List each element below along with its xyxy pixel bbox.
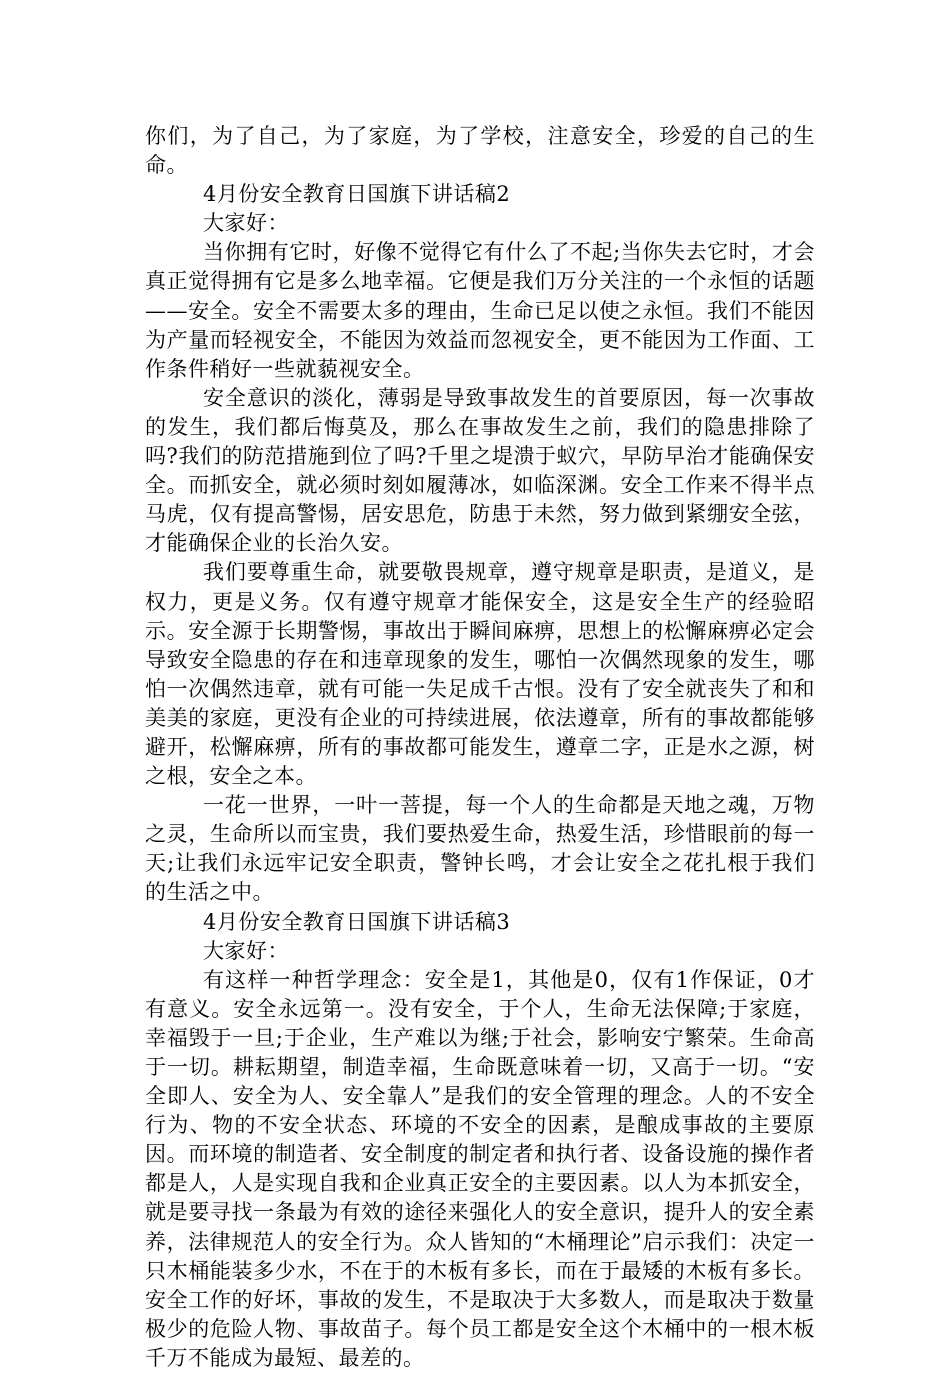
greeting: 大家好： [203, 211, 289, 236]
paragraph-continuation: 你们，为了自己，为了家庭，为了学校，注意安全，珍爱的自己的生命。 [145, 124, 815, 178]
paragraph: 一花一世界，一叶一菩提，每一个人的生命都是天地之魂，万物之灵，生命所以而宝贵，我们要热爱生命，热爱生活，珍惜眼前的每一天;让我们永远牢记安全职责，警钟长鸣，才会让安全之花扎根于我们的生活之中。 [145, 793, 815, 905]
document-page [145, 122, 815, 1373]
paragraph: 安全意识的淡化，薄弱是导致事故发生的首要原因，每一次事故的发生，我们都后悔莫及，那么在事故发生之前，我们的隐患排除了吗?我们的防范措施到位了吗?千里之堤溃于蚁穴，早防早治才能确保安全。而抓安全，就必须时刻如履薄冰，如临深渊。安全工作来不得半点马虎，仅有提高警惕，居安思危，防患于未然，努力做到紧绷安全弦，才能确保企业的长治久安。 [145, 385, 815, 556]
paragraph: 有这样一种哲学理念：安全是1，其他是0，仅有1作保证，0才有意义。安全永远第一。没有安全，于个人，生命无法保障;于家庭，幸福毁于一旦;于企业，生产难以为继;于社会，影响安宁繁荣。生命高于一切。耕耘期望，制造幸福，生命既意味着一切，又高于一切。“安全即人、安全为人、安全靠人”是我们的安全管理的理念。人的不安全行为、物的不安全状态、环境的不安全的因素，是酿成事故的主要原因。而环境的制造者、安全制度的制定者和执行者、设备设施的操作者都是人，人是实现自我和企业真正安全的主要因素。以人为本抓安全，就是要寻找一条最为有效的途径来强化人的安全意识，提升人的安全素养，法律规范人的安全行为。众人皆知的“木桶理论”启示我们：决定一只木桶能装多少水，不在于的木板有多长，而在于最矮的木板有多长。安全工作的好坏，事故的发生，不是取决于大多数人，而是取决于数量极少的危险人物、事故苗子。每个员工都是安全这个木桶中的一根木板千万不能成为最短、最差的。 [145, 967, 815, 1370]
speech-heading-2: 4月份安全教育日国旗下讲话稿2 [203, 182, 511, 207]
speech-heading-3: 4月份安全教育日国旗下讲话稿3 [203, 909, 511, 934]
paragraph: 我们要尊重生命，就要敬畏规章，遵守规章是职责，是道义，是权力，更是义务。仅有遵守规章才能保安全，这是安全生产的经验昭示。安全源于长期警惕，事故出于瞬间麻痹，思想上的松懈麻痹必定会导致安全隐患的存在和违章现象的发生，哪怕一次偶然现象的发生，哪怕一次偶然违章，就有可能一失足成千古恨。没有了安全就丧失了和和美美的家庭，更没有企业的可持续进展，依法遵章，所有的事故都能够避开，松懈麻痹，所有的事故都可能发生，遵章二字，正是水之源，树之根，安全之本。 [145, 560, 815, 789]
greeting: 大家好： [203, 938, 289, 963]
paragraph: 当你拥有它时，好像不觉得它有什么了不起;当你失去它时，才会真正觉得拥有它是多么地幸福。它便是我们万分关注的一个永恒的话题——安全。安全不需要太多的理由，生命已足以使之永恒。我们不能因为产量而轻视安全，不能因为效益而忽视安全，更不能因为工作面、工作条件稍好一些就藐视安全。 [145, 240, 815, 381]
